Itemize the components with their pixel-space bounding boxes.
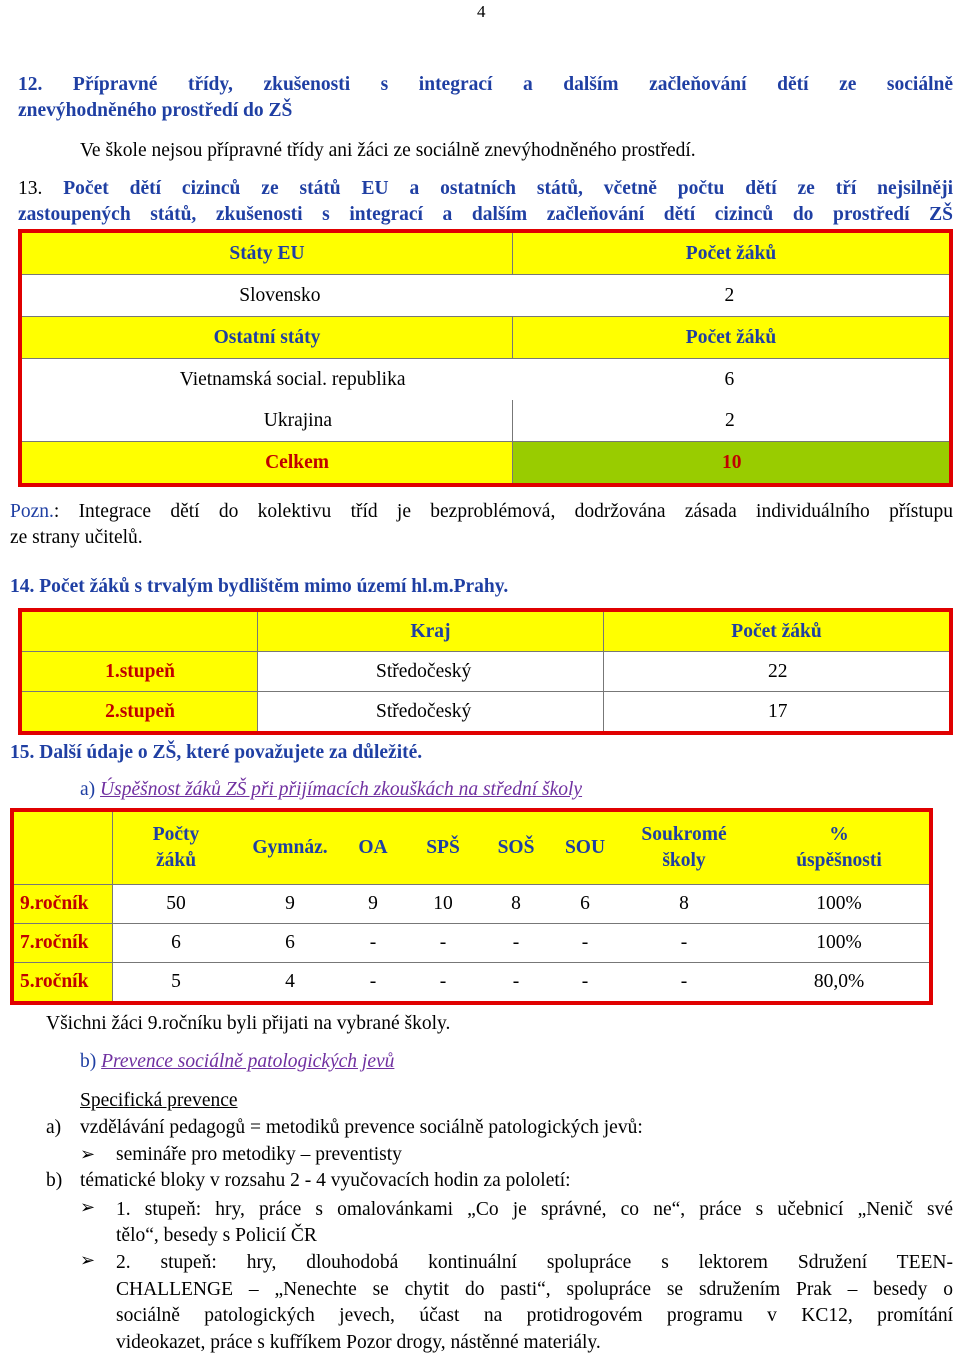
table-row — [12, 885, 931, 924]
admission-success-table — [10, 808, 933, 1005]
foreign-students-table — [18, 229, 953, 487]
table-row — [20, 400, 951, 442]
header-region: Kraj — [258, 610, 604, 652]
section-12-number: 12. — [18, 74, 43, 95]
cell: - — [551, 963, 619, 1004]
cell: - — [341, 963, 405, 1004]
subsection-b-title: b) Prevence sociálně patologických jevů — [80, 1051, 395, 1072]
row-label: 2.stupeň — [20, 692, 258, 734]
other-country-name: Vietnamská social. republika — [179, 368, 406, 390]
table-row — [20, 652, 951, 692]
cell: 80,0% — [749, 963, 931, 1004]
row-label: 7.ročník — [12, 924, 113, 963]
row-label: 1.stupeň — [20, 652, 258, 692]
header-eu-states: Státy EU — [20, 231, 513, 275]
header-cell-2: OA — [341, 810, 405, 885]
section-14-title: 14. Počet žáků s trvalým bydlištěm mimo území hl.m.Prahy. — [10, 576, 509, 597]
cell: - — [481, 963, 551, 1004]
empty-header-cell — [12, 810, 113, 885]
outside-prague-table — [18, 608, 953, 735]
row-label: 9.ročník — [12, 885, 113, 924]
cell: 6 — [551, 885, 619, 924]
cell: 100% — [749, 885, 931, 924]
header-cell-3: SPŠ — [405, 810, 481, 885]
cell: 6 — [113, 924, 240, 963]
table-row — [20, 610, 951, 652]
cell: 8 — [481, 885, 551, 924]
table-row — [20, 692, 951, 734]
table-row — [20, 442, 951, 486]
section-13-title-line1: 13. Počet dětí cizinců ze států EU a ostatních států, včetně počtu dětí ze tří nejsilněji — [18, 178, 953, 199]
cell: 4 — [239, 963, 341, 1004]
cell: 9 — [239, 885, 341, 924]
table-row — [12, 810, 931, 885]
section-13-note: Pozn.: Integrace dětí do kolektivu tříd je bezproblémová, dodržována zásada individuálního přístupu ze strany učitelů. — [10, 501, 953, 548]
page-number: 4 — [477, 2, 486, 21]
header-cell-1: Gymnáz. — [239, 810, 341, 885]
section-12-title-line2: znevýhodněného prostředí do ZŠ — [18, 100, 293, 121]
table-row — [12, 963, 931, 1004]
cell: 6 — [239, 924, 341, 963]
total-label: Celkem — [20, 442, 513, 486]
subsection-a-title: a) Úspěšnost žáků ZŠ při přijímacích zkouškách na střední školy — [80, 779, 583, 800]
cell: - — [405, 963, 481, 1004]
header-cell-5: SOU — [551, 810, 619, 885]
section-12-body: Ve škole nejsou přípravné třídy ani žáci ze sociálně znevýhodněného prostředí. — [80, 140, 696, 161]
cell: 5 — [113, 963, 240, 1004]
list-item-text: tématické bloky v rozsahu 2 - 4 vyučovacích hodin za pololetí: — [80, 1170, 571, 1191]
list-letter: a) — [46, 1117, 62, 1138]
eu-country-count: 2 — [724, 284, 735, 306]
table-row — [20, 231, 951, 275]
bullet-text: 2. stupeň: hry, dlouhodobá kontinuální spolupráce s lektorem Sdružení TEEN- CHALLENGE – „Nenechte se chytit do pasti“, spolupráce se sdružením Prak – besedy o sociálně patologických jevech, účast na protidrogovém programu v KC12, promítání videokazet, práce s kufříkem Pozor drogy, nástěnné materiály. — [116, 1252, 953, 1353]
cell: - — [551, 924, 619, 963]
header-cell-0: Počty žáků — [113, 810, 240, 885]
cell: 9 — [341, 885, 405, 924]
cell: 50 — [113, 885, 240, 924]
table-row — [12, 924, 931, 963]
section-13-title-line2: zastoupených států, zkušenosti s integrací a dalším začleňování dětí cizinců do prostředí ZŠ — [18, 204, 953, 225]
cell: - — [481, 924, 551, 963]
row-count: 22 — [604, 652, 952, 692]
row-region: Středočeský — [258, 652, 604, 692]
header-count: Počet žáků — [604, 610, 952, 652]
note-label: Pozn. — [10, 501, 54, 522]
header-student-count-2: Počet žáků — [513, 317, 952, 359]
header-cell-4: SOŠ — [481, 810, 551, 885]
after-table-text: Všichni žáci 9.ročníku byli přijati na vybrané školy. — [46, 1013, 451, 1034]
bullet-text: semináře pro metodiky – preventisty — [116, 1144, 402, 1165]
arrow-bullet-icon: ➢ — [80, 1144, 96, 1164]
row-label: 5.ročník — [12, 963, 113, 1004]
cell: - — [619, 963, 749, 1004]
cell: - — [405, 924, 481, 963]
cell: 8 — [619, 885, 749, 924]
row-region: Středočeský — [258, 692, 604, 734]
header-other-states: Ostatní státy — [20, 317, 513, 359]
bullet-text: 1. stupeň: hry, práce s omalovánkami „Co je správné, co ne“, práce s učebnicí „Nenič své tělo“, besedy s Policií ČR — [116, 1199, 953, 1246]
table-row — [20, 275, 951, 317]
specific-prevention-heading: Specifická prevence — [80, 1090, 238, 1111]
cell: 10 — [405, 885, 481, 924]
eu-country-name: Slovensko — [239, 284, 321, 306]
cell: - — [619, 924, 749, 963]
arrow-bullet-icon: ➢ — [80, 1250, 96, 1270]
header-student-count: Počet žáků — [513, 231, 952, 275]
other-country-name: Ukrajina — [20, 400, 513, 442]
arrow-bullet-icon: ➢ — [80, 1197, 96, 1217]
other-country-count: 6 — [724, 368, 735, 390]
list-item-text: vzdělávání pedagogů = metodiků prevence sociálně patologických jevů: — [80, 1117, 643, 1138]
row-count: 17 — [604, 692, 952, 734]
header-cell-6: Soukromé školy — [619, 810, 749, 885]
header-cell-7: % úspěšnosti — [749, 810, 931, 885]
other-country-count: 2 — [725, 409, 735, 431]
cell: - — [341, 924, 405, 963]
list-letter: b) — [46, 1170, 63, 1191]
cell: 100% — [749, 924, 931, 963]
section-12-title-line1: 12. Přípravné třídy, zkušenosti s integrací a dalším začleňování dětí ze sociálně — [18, 74, 953, 95]
section-13-number: 13. — [18, 178, 43, 199]
total-value: 10 — [513, 442, 952, 486]
table-row — [20, 317, 951, 359]
empty-header-cell — [20, 610, 258, 652]
section-15-title: 15. Další údaje o ZŠ, které považujete za důležité. — [10, 742, 423, 763]
table-row — [20, 359, 951, 401]
